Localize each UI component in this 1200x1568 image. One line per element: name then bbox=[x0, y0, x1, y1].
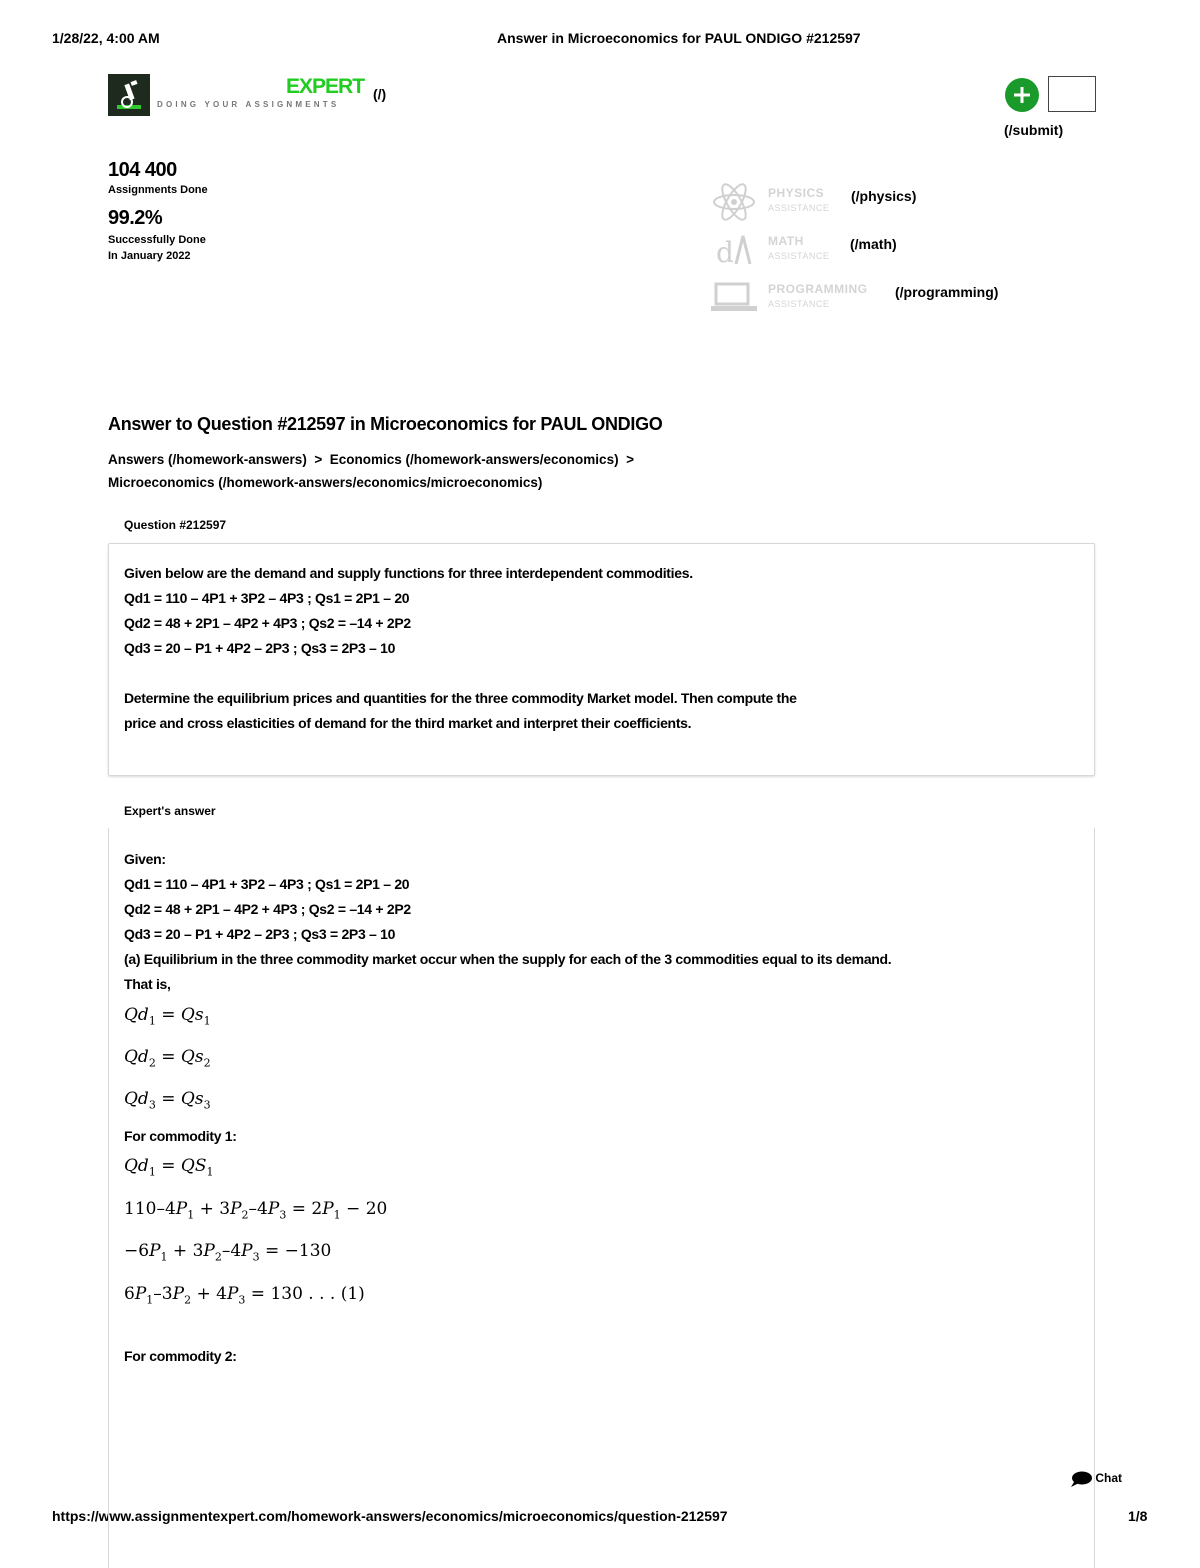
question-task-line: Determine the equilibrium prices and quantities for the three commodity Market model. Then compute the bbox=[124, 690, 797, 706]
logo-text[interactable]: EXPERT bbox=[286, 75, 365, 98]
print-date: 1/28/22, 4:00 AM bbox=[52, 30, 160, 46]
math-icon bbox=[708, 230, 760, 270]
logo-link[interactable]: (/) bbox=[373, 86, 387, 102]
chat-button[interactable] bbox=[1070, 1471, 1122, 1487]
equation: $6P_1-3P_2 + 4P_3 = 130$ . . . (1) bbox=[124, 1284, 365, 1307]
page-title: Answer to Question #212597 in Microeconomics for PAUL ONDIGO bbox=[108, 414, 663, 434]
success-rate: 99.2% bbox=[108, 207, 163, 229]
equation: $110-4P_1 + 3P_2-4P_3 = 2P_1 - 20$ bbox=[124, 1199, 388, 1222]
programming-sub: ASSISTANCE bbox=[768, 299, 830, 309]
breadcrumb-microeconomics[interactable]: Microeconomics (/homework-answers/economics/microeconomics) bbox=[108, 475, 543, 490]
success-label: Successfully Done bbox=[108, 234, 206, 246]
assignments-label: Assignments Done bbox=[108, 184, 208, 196]
submit-link[interactable]: (/submit) bbox=[1004, 122, 1064, 138]
answer-label: Expert's answer bbox=[124, 804, 216, 818]
chat-bubble-icon bbox=[1070, 1471, 1095, 1485]
logo-icon[interactable] bbox=[108, 74, 150, 116]
equation: $Qd_1 = Qs_1$ bbox=[124, 1005, 211, 1028]
breadcrumb bbox=[108, 448, 808, 494]
plus-icon[interactable] bbox=[1005, 78, 1039, 112]
question-text-line: Qd3 = 20 – P1 + 4P2 – 2P3 ; Qs3 = 2P3 – 10 bbox=[124, 640, 396, 656]
question-text-line: Qd1 = 110 – 4P1 + 3P2 – 4P3 ; Qs1 = 2P1 – 20 bbox=[124, 590, 410, 606]
breadcrumb-separator: > bbox=[314, 452, 323, 467]
math-sub: ASSISTANCE bbox=[768, 251, 830, 261]
print-page-number: 1/8 bbox=[1128, 1508, 1148, 1524]
question-text-line: Given below are the demand and supply functions for three interdependent commodities. bbox=[124, 565, 693, 581]
equation: $Qd_1 = QS_1$ bbox=[124, 1156, 214, 1179]
programming-link[interactable]: (/programming) bbox=[895, 284, 999, 300]
math-assistance-link[interactable] bbox=[708, 230, 1028, 270]
math-name: MATH bbox=[768, 234, 804, 248]
programming-name: PROGRAMMING bbox=[768, 282, 868, 296]
equation: $Qd_3 = Qs_3$ bbox=[124, 1089, 211, 1112]
assignments-count: 104 400 bbox=[108, 159, 177, 181]
equation: $-6P_1 + 3P_2-4P_3 = -130$ bbox=[124, 1241, 332, 1264]
physics-link[interactable]: (/physics) bbox=[851, 188, 917, 204]
question-text-line: Qd2 = 48 + 2P1 – 4P2 + 4P3 ; Qs2 = –14 + 2P2 bbox=[124, 615, 411, 631]
menu-button[interactable] bbox=[1048, 76, 1096, 112]
physics-name: PHYSICS bbox=[768, 186, 825, 200]
svg-text:d: d bbox=[716, 236, 734, 269]
physics-assistance-link[interactable] bbox=[708, 182, 1028, 222]
question-task-line: price and cross elasticities of demand for the third market and interpret their coefficients. bbox=[124, 715, 692, 731]
laptop-icon bbox=[708, 278, 760, 318]
answer-part-a: (a) Equilibrium in the three commodity market occur when the supply for each of the 3 commodities equal to its demand. bbox=[124, 951, 892, 967]
chat-label: Chat bbox=[1095, 1471, 1123, 1486]
question-label: Question #212597 bbox=[124, 518, 227, 532]
print-title: Answer in Microeconomics for PAUL ONDIGO #212597 bbox=[497, 30, 861, 46]
print-url[interactable]: https://www.assignmentexpert.com/homework-answers/economics/microeconomics/question-212597 bbox=[52, 1508, 728, 1524]
answer-text-line: Qd2 = 48 + 2P1 – 4P2 + 4P3 ; Qs2 = –14 + 2P2 bbox=[124, 901, 411, 917]
equation: $Qd_2 = Qs_2$ bbox=[124, 1047, 211, 1070]
answer-that-is: That is, bbox=[124, 976, 171, 992]
answer-text-line: Qd1 = 110 – 4P1 + 3P2 – 4P3 ; Qs1 = 2P1 – 20 bbox=[124, 876, 410, 892]
math-link[interactable]: (/math) bbox=[850, 236, 897, 252]
answer-commodity-2: For commodity 2: bbox=[124, 1348, 237, 1364]
answer-commodity-1: For commodity 1: bbox=[124, 1128, 237, 1144]
logo-tagline: DOING YOUR ASSIGNMENTS bbox=[157, 100, 340, 109]
physics-sub: ASSISTANCE bbox=[768, 203, 830, 213]
breadcrumb-economics[interactable]: Economics (/homework-answers/economics) bbox=[329, 452, 619, 467]
answer-text-line: Qd3 = 20 – P1 + 4P2 – 2P3 ; Qs3 = 2P3 – 10 bbox=[124, 926, 396, 942]
answer-given: Given: bbox=[124, 851, 166, 867]
stats-period: In January 2022 bbox=[108, 250, 191, 262]
breadcrumb-separator: > bbox=[626, 452, 634, 467]
atom-icon bbox=[708, 182, 760, 222]
programming-assistance-link[interactable] bbox=[708, 278, 1028, 318]
breadcrumb-answers[interactable]: Answers (/homework-answers) bbox=[108, 452, 307, 467]
